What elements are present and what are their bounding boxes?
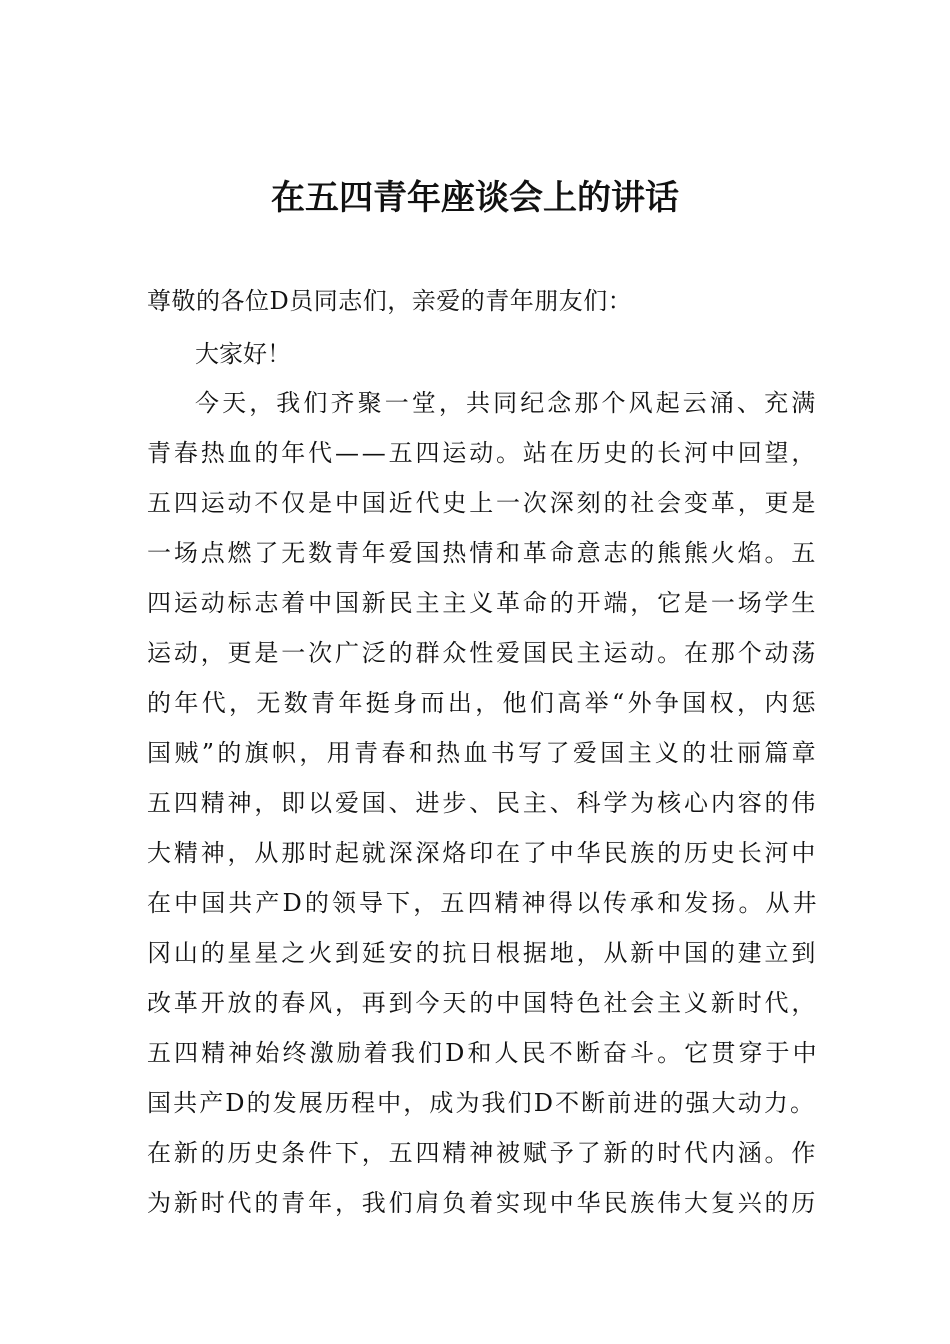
body-line: 运动，更是一次广泛的群众性爱国民主运动。在那个动荡	[147, 639, 819, 667]
body-line: 的年代，无数青年挺身而出，他们高举“外争国权，内惩	[147, 689, 820, 717]
body-line: 国贼”的旗帜，用青春和热血书写了爱国主义的壮丽篇章	[147, 739, 820, 767]
body-line: 在新的历史条件下，五四精神被赋予了新的时代内涵。作	[147, 1139, 819, 1167]
greeting-line: 大家好！	[195, 340, 291, 368]
body-line: 五四精神，即以爱国、进步、民主、科学为核心内容的伟	[147, 789, 819, 817]
body-line: 在中国共产D的领导下，五四精神得以传承和发扬。从井	[147, 889, 820, 917]
body-line: 为新时代的青年，我们肩负着实现中华民族伟大复兴的历	[147, 1189, 819, 1217]
body-line: 改革开放的春风，再到今天的中国特色社会主义新时代，	[147, 989, 819, 1017]
body-line: 大精神，从那时起就深深烙印在了中华民族的历史长河中	[147, 839, 819, 867]
salutation-line: 尊敬的各位D员同志们，亲爱的青年朋友们：	[147, 287, 633, 315]
body-line: 国共产D的发展历程中，成为我们D不断前进的强大动力。	[147, 1089, 817, 1117]
body-line: 冈山的星星之火到延安的抗日根据地，从新中国的建立到	[147, 939, 819, 967]
body-line: 五四精神始终激励着我们D和人民不断奋斗。它贯穿于中	[147, 1039, 820, 1067]
body-line: 今天，我们齐聚一堂，共同纪念那个风起云涌、充满	[195, 389, 819, 417]
body-line: 一场点燃了无数青年爱国热情和革命意志的熊熊火焰。五	[147, 539, 819, 567]
body-line: 青春热血的年代——五四运动。站在历史的长河中回望，	[147, 439, 819, 467]
body-line: 五四运动不仅是中国近代史上一次深刻的社会变革，更是	[147, 489, 819, 517]
body-line: 四运动标志着中国新民主主义革命的开端，它是一场学生	[147, 589, 819, 617]
document-title: 在五四青年座谈会上的讲话	[271, 178, 679, 218]
